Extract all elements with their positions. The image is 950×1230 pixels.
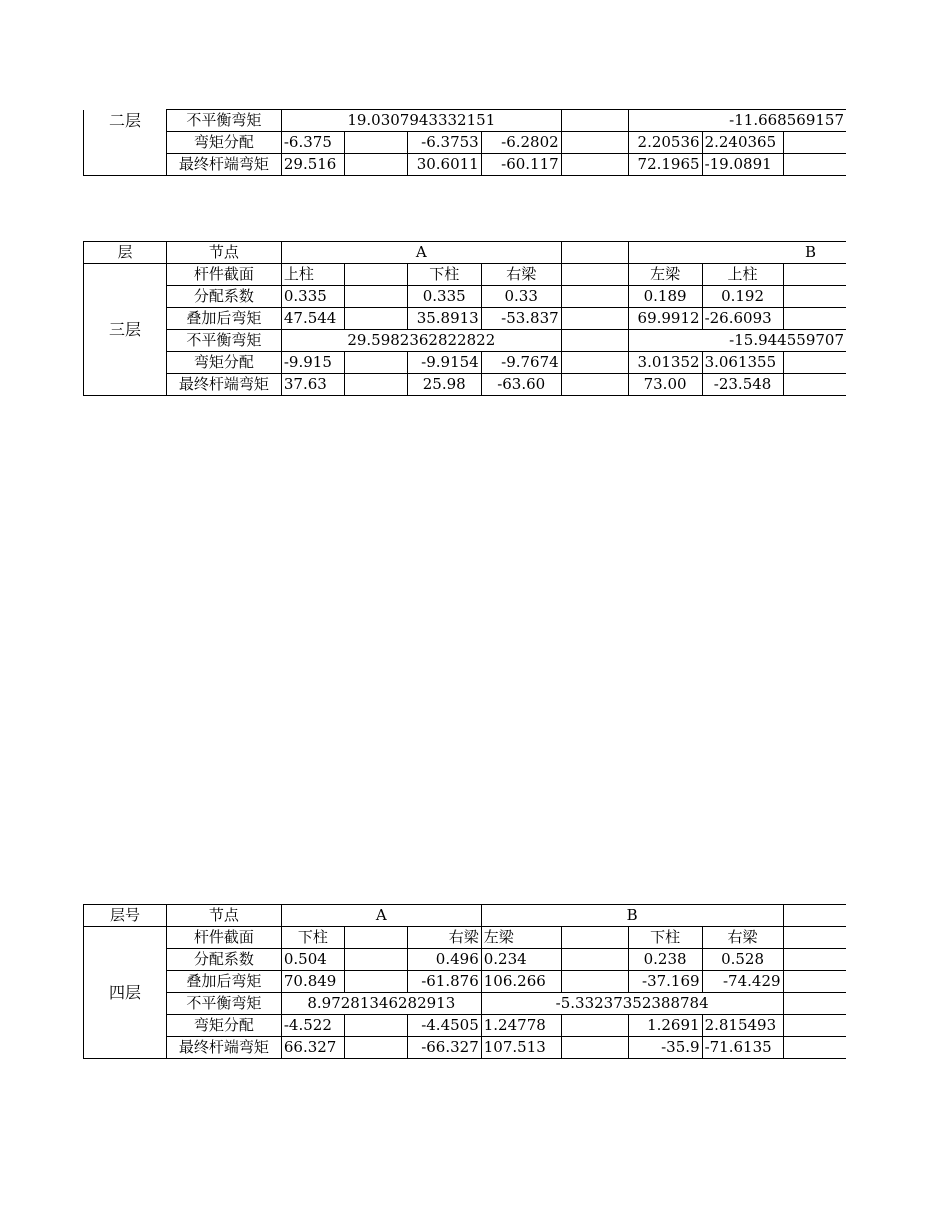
section-a-down: 下柱 <box>281 927 344 949</box>
cell-a-up: -6.375 <box>281 132 344 154</box>
empty-cell <box>783 1015 846 1037</box>
cell-a-right: -9.7674 <box>481 352 561 374</box>
section-b-left: 左梁 <box>481 927 561 949</box>
b-unbalanced-moment: -11.668569157 <box>628 110 846 132</box>
section-b-up: 上柱 <box>702 264 783 286</box>
cell-b-right: -74.429 <box>702 971 783 993</box>
empty-cell <box>344 286 407 308</box>
row-label: 叠加后弯矩 <box>166 308 281 330</box>
empty-cell <box>783 132 846 154</box>
cell-a-up: 47.544 <box>281 308 344 330</box>
empty-cell <box>783 993 846 1015</box>
cell-a-down: 25.98 <box>407 374 481 396</box>
cell-a-down: 66.327 <box>281 1037 344 1059</box>
header-node: 节点 <box>166 242 281 264</box>
cell-b-up: -26.6093 <box>702 308 783 330</box>
a-unbalanced-moment: 19.0307943332151 <box>281 110 561 132</box>
row-label: 最终杆端弯矩 <box>166 154 281 176</box>
section-a-right: 右梁 <box>407 927 481 949</box>
floor4-table <box>83 904 846 1059</box>
empty-cell <box>561 1037 628 1059</box>
header-layer: 层 <box>84 242 167 264</box>
cell-b-right: -71.6135 <box>702 1037 783 1059</box>
cell-a-right: -4.4505 <box>407 1015 481 1037</box>
empty-cell <box>561 949 628 971</box>
cell-a-right: -6.2802 <box>481 132 561 154</box>
empty-cell <box>344 1037 407 1059</box>
empty-cell <box>561 154 628 176</box>
empty-cell <box>783 352 846 374</box>
empty-cell <box>561 330 628 352</box>
cell-b-right: 2.815493 <box>702 1015 783 1037</box>
header-node-b: B <box>628 242 846 264</box>
cell-a-down: 35.8913 <box>407 308 481 330</box>
layer-cell: 四层 <box>84 927 167 1059</box>
cell-b-up: -23.548 <box>702 374 783 396</box>
empty-cell <box>344 1015 407 1037</box>
layer-cell: 三层 <box>84 264 167 396</box>
cell-a-down: -6.3753 <box>407 132 481 154</box>
cell-b-left: 2.20536 <box>628 132 702 154</box>
empty-cell <box>561 242 628 264</box>
empty-cell <box>561 110 628 132</box>
cell-a-up: 0.335 <box>281 286 344 308</box>
section-b-down: 下柱 <box>628 927 702 949</box>
empty-cell <box>344 949 407 971</box>
empty-cell <box>561 308 628 330</box>
b-unbalanced-moment: -15.944559707 <box>628 330 846 352</box>
cell-a-down: 0.335 <box>407 286 481 308</box>
empty-cell <box>561 1015 628 1037</box>
section-b-right: 右梁 <box>702 927 783 949</box>
row-label: 弯矩分配 <box>166 1015 281 1037</box>
cell-a-up: 37.63 <box>281 374 344 396</box>
cell-a-right: 0.496 <box>407 949 481 971</box>
empty-cell <box>344 352 407 374</box>
row-label: 弯矩分配 <box>166 352 281 374</box>
empty-cell <box>783 905 846 927</box>
empty-cell <box>561 264 628 286</box>
empty-cell <box>783 949 846 971</box>
empty-cell <box>561 927 628 949</box>
section-b-left: 左梁 <box>628 264 702 286</box>
row-label: 叠加后弯矩 <box>166 971 281 993</box>
empty-cell <box>783 264 846 286</box>
row-label: 不平衡弯矩 <box>166 993 281 1015</box>
a-unbalanced-moment: 29.5982362822822 <box>281 330 561 352</box>
cell-a-down: 70.849 <box>281 971 344 993</box>
cell-a-down: 30.6011 <box>407 154 481 176</box>
cell-a-right: 0.33 <box>481 286 561 308</box>
header-layer: 层号 <box>84 905 167 927</box>
empty-cell <box>783 927 846 949</box>
cell-a-up: -9.915 <box>281 352 344 374</box>
cell-b-down: 1.2691 <box>628 1015 702 1037</box>
cell-b-left: 69.9912 <box>628 308 702 330</box>
cell-a-right: -60.117 <box>481 154 561 176</box>
empty-cell <box>344 308 407 330</box>
cell-b-left: 72.1965 <box>628 154 702 176</box>
empty-cell <box>783 374 846 396</box>
layer-cell: 二层 <box>84 110 167 176</box>
row-label: 杆件截面 <box>166 927 281 949</box>
row-label: 杆件截面 <box>166 264 281 286</box>
cell-a-down: -9.9154 <box>407 352 481 374</box>
cell-b-left: 106.266 <box>481 971 561 993</box>
cell-a-right: -61.876 <box>407 971 481 993</box>
empty-cell <box>783 1037 846 1059</box>
section-a-up: 上柱 <box>281 264 344 286</box>
row-label: 不平衡弯矩 <box>166 330 281 352</box>
cell-b-down: -35.9 <box>628 1037 702 1059</box>
empty-cell <box>344 264 407 286</box>
cell-b-down: 0.238 <box>628 949 702 971</box>
empty-cell <box>344 154 407 176</box>
a-unbalanced-moment: 8.97281346282913 <box>281 993 481 1015</box>
cell-b-up: -19.0891 <box>702 154 783 176</box>
section-a-down: 下柱 <box>407 264 481 286</box>
cell-a-right: -66.327 <box>407 1037 481 1059</box>
cell-a-down: -4.522 <box>281 1015 344 1037</box>
header-node-a: A <box>281 242 561 264</box>
empty-cell <box>344 374 407 396</box>
empty-cell <box>561 286 628 308</box>
row-label: 弯矩分配 <box>166 132 281 154</box>
row-label: 分配系数 <box>166 286 281 308</box>
cell-b-left: 3.01352 <box>628 352 702 374</box>
empty-cell <box>344 927 407 949</box>
cell-b-up: 3.061355 <box>702 352 783 374</box>
cell-b-up: 2.240365 <box>702 132 783 154</box>
cell-b-down: -37.169 <box>628 971 702 993</box>
cell-b-right: 0.528 <box>702 949 783 971</box>
empty-cell <box>561 352 628 374</box>
row-label: 最终杆端弯矩 <box>166 374 281 396</box>
empty-cell <box>783 308 846 330</box>
empty-cell <box>783 971 846 993</box>
cell-a-down: 0.504 <box>281 949 344 971</box>
empty-cell <box>783 154 846 176</box>
row-label: 最终杆端弯矩 <box>166 1037 281 1059</box>
cell-a-up: 29.516 <box>281 154 344 176</box>
b-unbalanced-moment: -5.33237352388784 <box>481 993 783 1015</box>
row-label: 分配系数 <box>166 949 281 971</box>
empty-cell <box>783 286 846 308</box>
empty-cell <box>561 132 628 154</box>
floor2-table <box>83 109 846 176</box>
cell-b-left: 0.189 <box>628 286 702 308</box>
empty-cell <box>344 971 407 993</box>
cell-b-left: 107.513 <box>481 1037 561 1059</box>
empty-cell <box>561 374 628 396</box>
cell-a-right: -53.837 <box>481 308 561 330</box>
section-a-right: 右梁 <box>481 264 561 286</box>
cell-b-up: 0.192 <box>702 286 783 308</box>
empty-cell <box>344 132 407 154</box>
cell-a-right: -63.60 <box>481 374 561 396</box>
cell-b-left: 1.24778 <box>481 1015 561 1037</box>
header-node-b: B <box>481 905 783 927</box>
header-node-a: A <box>281 905 481 927</box>
cell-b-left: 0.234 <box>481 949 561 971</box>
header-node: 节点 <box>166 905 281 927</box>
cell-b-left: 73.00 <box>628 374 702 396</box>
floor3-table <box>83 241 846 396</box>
empty-cell <box>561 971 628 993</box>
row-label: 不平衡弯矩 <box>166 110 281 132</box>
